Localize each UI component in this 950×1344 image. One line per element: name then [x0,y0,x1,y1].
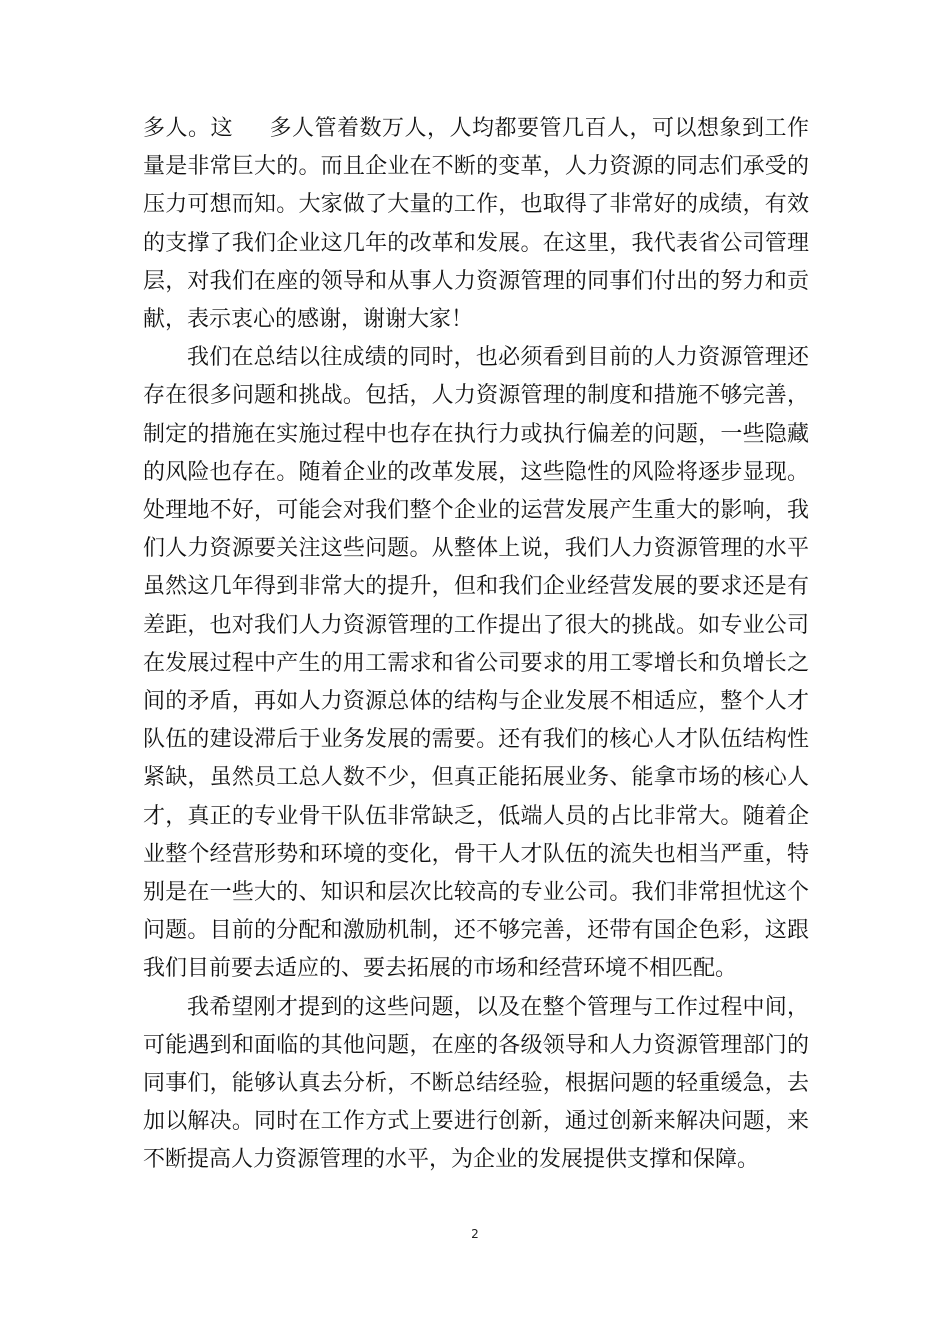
page-number: 2 [471,1227,479,1241]
paragraph-1-start: 多人。这 [143,116,233,141]
paragraph-1-rest: 多人管着数万人，人均都要管几百人，可以想象到工作量是非常巨大的。而且企业在不断的变革，人力资源的同志们承受的压力可想而知。大家做了大量的工作，也取得了非常好的成绩，有效的支撑了我们企业这几年的改革和发展。在这里，我代表省公司管理层，对我们在座的领导和从事人力资源管理的同事们付出的努力和贡献，表示衷心的感谢，谢谢大家！ [143,116,809,333]
paragraph-2: 我们在总结以往成绩的同时，也必须看到目前的人力资源管理还存在很多问题和挑战。包括，人力资源管理的制度和措施不够完善，制定的措施在实施过程中也存在执行力或执行偏差的问题，一些隐藏的风险也存在。随着企业的改革发展，这些隐性的风险将逐步显现。处理地不好，可能会对我们整个企业的运营发展产生重大的影响，我们人力资源要关注这些问题。从整体上说，我们人力资源管理的水平虽然这几年得到非常大的提升，但和我们企业经营发展的要求还是有差距，也对我们人力资源管理的工作提出了很大的挑战。如专业公司在发展过程中产生的用工需求和省公司要求的用工零增长和负增长之间的矛盾，再如人力资源总体的结构与企业发展不相适应，整个人才队伍的建设滞后于业务发展的需要。还有我们的核心人才队伍结构性紧缺，虽然员工总人数不少，但真正能拓展业务、能拿市场的核心人才，真正的专业骨干队伍非常缺乏，低端人员的占比非常大。随着企业整个经营形势和环境的变化，骨干人才队伍的流失也相当严重，特别是在一些大的、知识和层次比较高的专业公司。我们非常担忧这个问题。目前的分配和激励机制，还不够完善，还带有国企色彩，这跟我们目前要去适应的、要去拓展的市场和经营环境不相匹配。 [143,345,809,982]
paragraph-3: 我希望刚才提到的这些问题，以及在整个管理与工作过程中间，可能遇到和面临的其他问题，在座的各级领导和人力资源管理部门的同事们，能够认真去分析，不断总结经验，根据问题的轻重缓急，去加以解决。同时在工作方式上要进行创新，通过创新来解决问题，来不断提高人力资源管理的水平，为企业的发展提供支撑和保障。 [143,994,809,1173]
paragraph-1 [143,110,809,339]
document-body [143,110,809,1180]
